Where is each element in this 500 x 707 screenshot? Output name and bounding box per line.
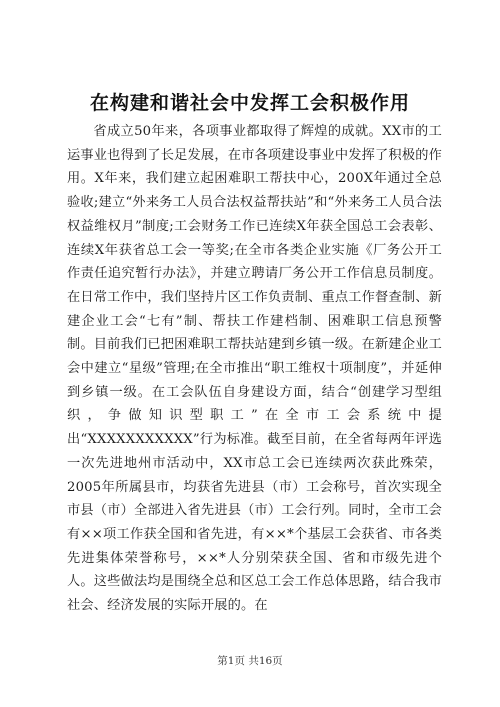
- body-paragraph: 省成立50年来，各项事业都取得了辉煌的成就。XX市的工运事业也得到了长足发展，在市各项建设事业中发挥了积极的作用。X年来，我们建立起困难职工帮扶中心，200X年通过全总验收;建立“外来务工人员合法权益帮扶站”和“外来务工人员合法权益维权月”制度;工会财务工作已连续X年获全国总工会表彰、连续X年获省总工会一等奖;在全市各类企业实施《厂务公开工作责任追究暂行办法》，并建立聘请厂务公开工作信息员制度。在日常工作中，我们坚持片区工作负责制、重点工作督查制、新建企业工会“七有”制、帮扶工作建档制、困难职工信息预警制。目前我们已把困难职工帮扶站建到乡镇一级。在新建企业工会中建立“星级”管理;在全市推出“职工维权十项制度”，并延伸到乡镇一级。在工会队伍自身建设方面，结合“创建学习型组织，争做知识型职工”在全市工会系统中提出“XXXXXXXXXXX”行为标准。截至目前，在全省每两年评选一次先进地州市活动中，XX市总工会已连续两次获此殊荣，2005年所属县市，均获省先进县（市）工会称号，首次实现全市县（市）全部进入省先进县（市）工会行列。同时，全市工会有××项工作获全国和省先进，有××*个基层工会获省、市各类先进集体荣誉称号，××*人分别荣获全国、省和市级先进个人。这些做法均是围绕全总和区总工会工作总体思路，结合我市社会、经济发展的实际开展的。在: [67, 124, 442, 614]
- page-number-footer: 第1页 共16页: [217, 655, 283, 667]
- page-title: 在构建和谐社会中发挥工会积极作用: [89, 92, 410, 114]
